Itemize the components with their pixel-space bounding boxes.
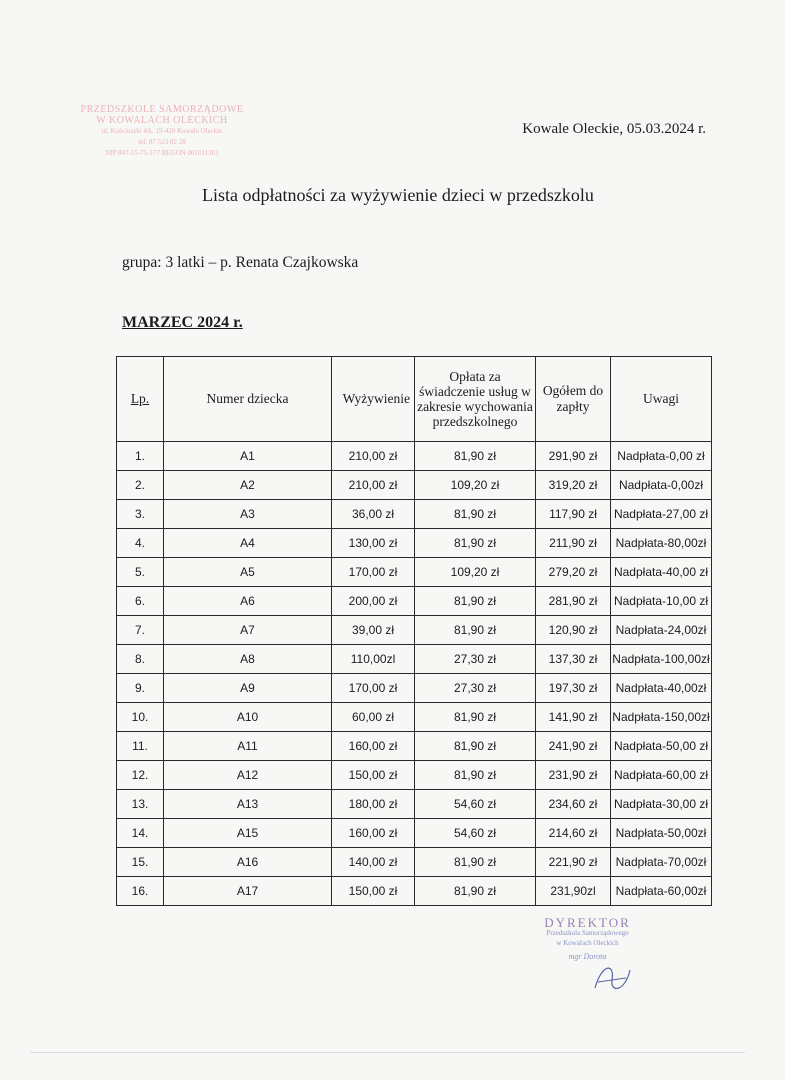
row-total: 231,90zl [536,877,611,906]
signature-name: mgr Dorota [568,952,607,961]
table-row [117,558,712,587]
stamp-line: PRZEDSZKOLE SAMORZĄDOWE [80,104,244,115]
director-stamp-title: DYREKTOR [544,915,631,930]
row-child-number: A4 [164,529,332,558]
table-row [117,500,712,529]
row-lp: 5. [117,558,164,587]
row-note: Nadpłata-50,00 zł [611,732,712,761]
header-child-number: Numer dziecka [164,357,332,442]
table-row [117,848,712,877]
stamp-line: NIP 847-15-75-177 REGON 001011301 [105,149,219,157]
document-title: Lista odpłatności za wyżywienie dzieci w przedszkolu [202,185,594,205]
row-note: Nadpłata-0,00zł [611,471,712,500]
row-total: 117,90 zł [536,500,611,529]
row-lp: 12. [117,761,164,790]
row-note: Nadpłata-150,00zł [611,703,712,732]
row-total: 281,90 zł [536,587,611,616]
row-preschool-fee: 81,90 zł [415,703,536,732]
row-lp: 8. [117,645,164,674]
row-child-number: A16 [164,848,332,877]
row-preschool-fee: 81,90 zł [415,761,536,790]
header-notes: Uwagi [611,357,712,442]
row-note: Nadpłata-40,00zł [611,674,712,703]
row-preschool-fee: 81,90 zł [415,732,536,761]
row-meals: 170,00 zł [332,674,415,703]
fees-table [116,356,712,906]
table-row [117,732,712,761]
table-row [117,703,712,732]
row-meals: 130,00 zł [332,529,415,558]
row-child-number: A8 [164,645,332,674]
row-child-number: A5 [164,558,332,587]
row-meals: 160,00 zł [332,819,415,848]
month-heading: MARZEC 2024 r. [122,314,243,331]
table-row [117,761,712,790]
table-row [117,471,712,500]
director-stamp [520,915,655,962]
row-preschool-fee: 81,90 zł [415,616,536,645]
row-note: Nadpłata-60,00 zł [611,761,712,790]
stamp-line: tel. 87 523 82 28 [138,138,186,146]
institution-stamp [62,104,262,159]
row-meals: 170,00 zł [332,558,415,587]
row-total: 197,30 zł [536,674,611,703]
row-preschool-fee: 81,90 zł [415,500,536,529]
row-note: Nadpłata-40,00 zł [611,558,712,587]
header-meals: Wyżywienie [332,357,415,442]
row-lp: 4. [117,529,164,558]
row-preschool-fee: 81,90 zł [415,877,536,906]
row-meals: 210,00 zł [332,442,415,471]
row-meals: 39,00 zł [332,616,415,645]
row-child-number: A6 [164,587,332,616]
table-row [117,790,712,819]
row-lp: 11. [117,732,164,761]
row-preschool-fee: 27,30 zł [415,674,536,703]
row-total: 234,60 zł [536,790,611,819]
row-child-number: A3 [164,500,332,529]
row-total: 319,20 zł [536,471,611,500]
table-row [117,819,712,848]
row-note: Nadpłata-60,00zł [611,877,712,906]
row-child-number: A9 [164,674,332,703]
row-meals: 160,00 zł [332,732,415,761]
row-note: Nadpłata-100,00zł [611,645,712,674]
row-lp: 14. [117,819,164,848]
header-preschool-fee: Opłata za świadczenie usług w zakresie wychowania przedszkolnego [415,357,536,442]
row-meals: 60,00 zł [332,703,415,732]
row-meals: 110,00zl [332,645,415,674]
stamp-line: W KOWALACH OLECKICH [96,115,228,126]
stamp-line: Przedszkola Samorządowego [546,929,629,937]
row-note: Nadpłata-0,00 zł [611,442,712,471]
row-meals: 180,00 zł [332,790,415,819]
row-lp: 6. [117,587,164,616]
row-preschool-fee: 54,60 zł [415,819,536,848]
row-meals: 200,00 zł [332,587,415,616]
row-preschool-fee: 81,90 zł [415,529,536,558]
row-child-number: A13 [164,790,332,819]
row-total: 211,90 zł [536,529,611,558]
row-preschool-fee: 81,90 zł [415,442,536,471]
row-preschool-fee: 109,20 zł [415,558,536,587]
row-note: Nadpłata-50,00zł [611,819,712,848]
table-row [117,616,712,645]
table-row [117,442,712,471]
row-preschool-fee: 81,90 zł [415,587,536,616]
row-total: 279,20 zł [536,558,611,587]
row-child-number: A2 [164,471,332,500]
row-lp: 1. [117,442,164,471]
row-total: 241,90 zł [536,732,611,761]
table-row [117,587,712,616]
row-meals: 150,00 zł [332,877,415,906]
table-header-row [117,357,712,442]
row-child-number: A17 [164,877,332,906]
row-meals: 210,00 zł [332,471,415,500]
group-info: grupa: 3 latki – p. Renata Czajkowska [122,254,359,271]
row-total: 120,90 zł [536,616,611,645]
row-note: Nadpłata-80,00zł [611,529,712,558]
row-child-number: A12 [164,761,332,790]
row-total: 291,90 zł [536,442,611,471]
table-row [117,674,712,703]
row-lp: 15. [117,848,164,877]
row-total: 214,60 zł [536,819,611,848]
stamp-line: w Kowalach Oleckich [556,939,619,947]
row-lp: 3. [117,500,164,529]
row-note: Nadpłata-10,00 zł [611,587,712,616]
row-preschool-fee: 54,60 zł [415,790,536,819]
row-meals: 36,00 zł [332,500,415,529]
row-lp: 9. [117,674,164,703]
stamp-line: ul. Kościuszki 4A, 19-420 Kowale Oleckie [101,127,223,135]
header-total: Ogółem do zapłty [536,357,611,442]
row-preschool-fee: 81,90 zł [415,848,536,877]
row-child-number: A15 [164,819,332,848]
row-child-number: A11 [164,732,332,761]
document-date: Kowale Oleckie, 05.03.2024 r. [522,121,706,137]
row-child-number: A1 [164,442,332,471]
row-lp: 7. [117,616,164,645]
row-total: 141,90 zł [536,703,611,732]
row-total: 231,90 zł [536,761,611,790]
row-lp: 13. [117,790,164,819]
row-meals: 150,00 zł [332,761,415,790]
signature-scribble-icon [590,958,635,998]
row-meals: 140,00 zł [332,848,415,877]
row-preschool-fee: 109,20 zł [415,471,536,500]
row-preschool-fee: 27,30 zł [415,645,536,674]
row-lp: 16. [117,877,164,906]
row-lp: 10. [117,703,164,732]
row-note: Nadpłata-27,00 zł [611,500,712,529]
table-row [117,877,712,906]
table-row [117,529,712,558]
footer-divider [30,1052,745,1053]
row-child-number: A7 [164,616,332,645]
row-note: Nadpłata-70,00zł [611,848,712,877]
row-note: Nadpłata-24,00zł [611,616,712,645]
row-total: 221,90 zł [536,848,611,877]
table-row [117,645,712,674]
header-lp: Lp. [117,357,164,442]
row-note: Nadpłata-30,00 zł [611,790,712,819]
row-child-number: A10 [164,703,332,732]
row-total: 137,30 zł [536,645,611,674]
row-lp: 2. [117,471,164,500]
